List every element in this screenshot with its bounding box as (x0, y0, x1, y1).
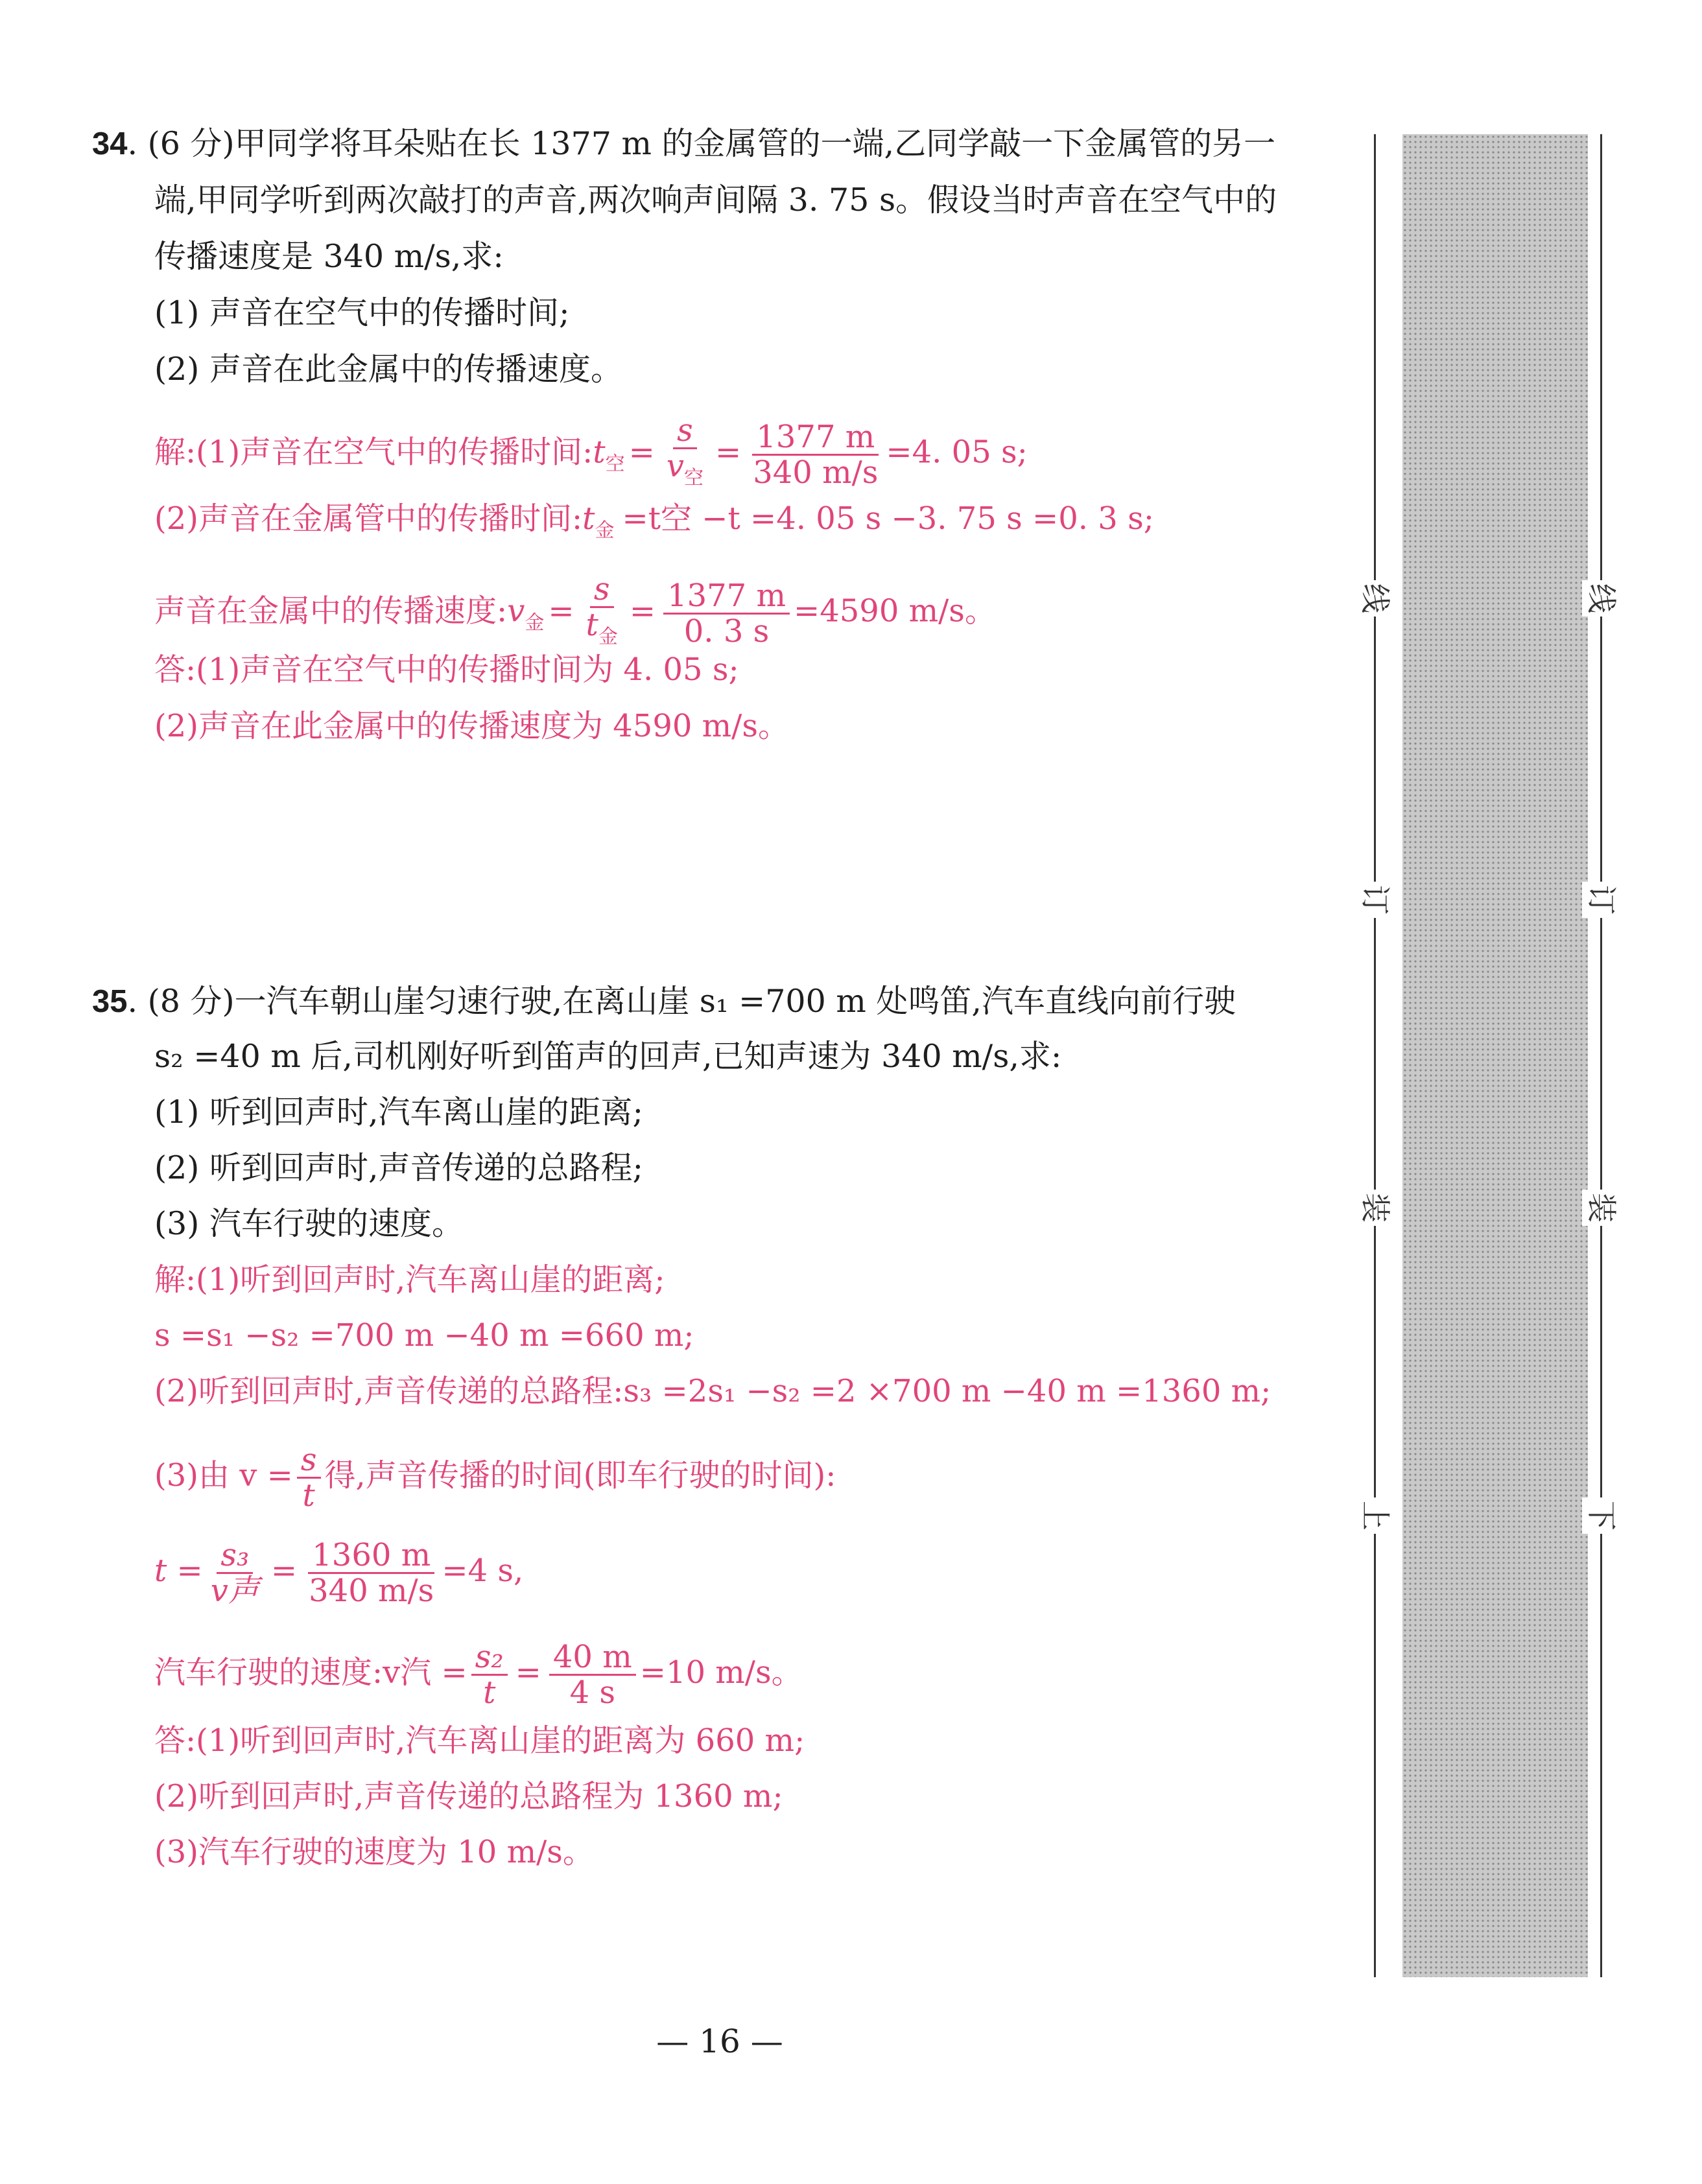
q35-part1: (1) 听到回声时,汽车离山崖的距离; (154, 1094, 644, 1131)
q34-sol1-result: =4. 05 s; (886, 434, 1028, 471)
margin-label-left-ding: 订 (1356, 882, 1395, 918)
q35-solution-5: 汽车行驶的速度:v汽 = $\frac{\text{s₂}}{t}$ = $\frac{40 m}{4 s}$ =10 m/s。 (154, 1639, 803, 1711)
q35-solution-3: (3)由 v = $\frac{s}{t}$ 得,声音传播的时间(即车行驶的时间): (154, 1442, 836, 1514)
q34-answer-1: 答:(1)声音在空气中的传播时间为 4. 05 s; (154, 652, 739, 688)
binding-line-left (1374, 134, 1376, 1977)
q35-number: 35 (92, 984, 128, 1019)
q35-solution-4: t = $\frac{\text{s₃}}{\text{v声}}$ = $\frac{1360 m}{340 m/s}$ =4 s, (154, 1537, 524, 1609)
margin-label-left-xian: 线 (1356, 580, 1395, 616)
q35-sol4-frac2: $\frac{1360 m}{340 m/s}$ (309, 1537, 434, 1609)
page-number: — 16 — (656, 2023, 783, 2060)
q34-solution-2: (2)声音在金属管中的传播时间$:t_金 =t$空 −t =4. 05 s −3. 75 s =0. 3 s; (154, 500, 1154, 542)
q35-sol5-frac2: $\frac{40 m}{4 s}$ (549, 1640, 636, 1709)
q34-part2: (2) 声音在此金属中的传播速度。 (154, 351, 622, 388)
margin-label-right-zhuang: 装 (1582, 1190, 1621, 1226)
q35-part3: (3) 汽车行驶的速度。 (154, 1205, 464, 1242)
q34-solution-3: 声音在金属中的传播速度$:v_金$ = $\frac{s}{t_金}$ = $\frac{1377 m}{0. 3 s}$ =4590 m/s。 (154, 572, 996, 654)
q35-solution-2: (2)听到回声时,声音传递的总路程:s₃ =2s₁ −s₂ =2 ×700 m −40 m =1360 m; (154, 1373, 1271, 1409)
q35-sol5-frac1: $\frac{\text{s₂}}{t}$ (471, 1640, 508, 1709)
q34-number: 34 (92, 126, 128, 161)
q34-stem-line2: 端,甲同学听到两次敲打的声音,两次响声间隔 3. 75 s。假设当时声音在空气中的 (154, 182, 1277, 218)
margin-label-left-zhuang: 装 (1356, 1190, 1395, 1226)
q35-sol4-frac1: $\frac{\text{s₃}}{\text{v声}}$ (210, 1537, 259, 1609)
margin-label-right-xian: 线 (1582, 580, 1621, 616)
q34-sol3-frac2: $\frac{1377 m}{0. 3 s}$ (663, 579, 790, 648)
binding-line-right (1600, 134, 1602, 1977)
q34-stem-text1: . (6 分)甲同学将耳朵贴在长 1377 m 的金属管的一端,乙同学敲一下金属管的另一 (127, 125, 1276, 162)
q35-part2: (2) 听到回声时,声音传递的总路程; (154, 1149, 644, 1186)
q35-solution-1-expr: s =s₁ −s₂ =700 m −40 m =660 m; (154, 1317, 694, 1354)
q34-answer-2: (2)声音在此金属中的传播速度为 4590 m/s。 (154, 708, 789, 744)
q35-stem-line1 (92, 982, 1236, 1021)
q35-sol3-frac: $\frac{s}{t}$ (297, 1443, 321, 1512)
binding-margin-hatch (1402, 134, 1588, 1977)
q34-sol1-prefix: 解:(1)声音在空气中的传播时间: (154, 434, 593, 471)
q35-answer-3: (3)汽车行驶的速度为 10 m/s。 (154, 1834, 594, 1870)
q34-solution-1: 解:(1)声音在空气中的传播时间$:t_空$ = $\frac{s}{v_空}$ = $\frac{1377 m}{340 m/s}$ =4. 05 s; (154, 414, 1028, 495)
q35-answer-2: (2)听到回声时,声音传递的总路程为 1360 m; (154, 1778, 783, 1814)
q34-sol1-t-sub: 空 (605, 452, 625, 476)
q34-sol1-t: t (593, 434, 606, 471)
q35-stem-text1: . (8 分)一汽车朝山崖匀速行驶,在离山崖 s₁ =700 m 处鸣笛,汽车直线向前行驶 (127, 983, 1236, 1020)
margin-label-left-shang: 上 (1356, 1497, 1395, 1534)
q35-solution-1: 解:(1)听到回声时,汽车离山崖的距离; (154, 1262, 665, 1298)
q34-stem-line1 (92, 124, 1275, 163)
q34-part1: (1) 声音在空气中的传播时间; (154, 294, 570, 331)
q34-sol2-expr: =t空 −t =4. 05 s −3. 75 s =0. 3 s; (622, 500, 1154, 537)
q35-stem-line2: s₂ =40 m 后,司机刚好听到笛声的回声,已知声速为 340 m/s,求: (154, 1038, 1062, 1075)
margin-label-right-xia: 下 (1582, 1497, 1621, 1534)
q35-answer-1: 答:(1)听到回声时,汽车离山崖的距离为 660 m; (154, 1722, 805, 1759)
q34-stem-line3: 传播速度是 340 m/s,求: (154, 238, 504, 275)
margin-label-right-ding: 订 (1582, 882, 1621, 918)
q34-sol1-frac1: $\frac{s}{v_空}$ (666, 412, 703, 489)
q34-sol3-frac1: $\frac{s}{t_金}$ (585, 571, 618, 648)
q34-sol1-frac2: $\frac{1377 m}{340 m/s}$ (753, 418, 879, 491)
